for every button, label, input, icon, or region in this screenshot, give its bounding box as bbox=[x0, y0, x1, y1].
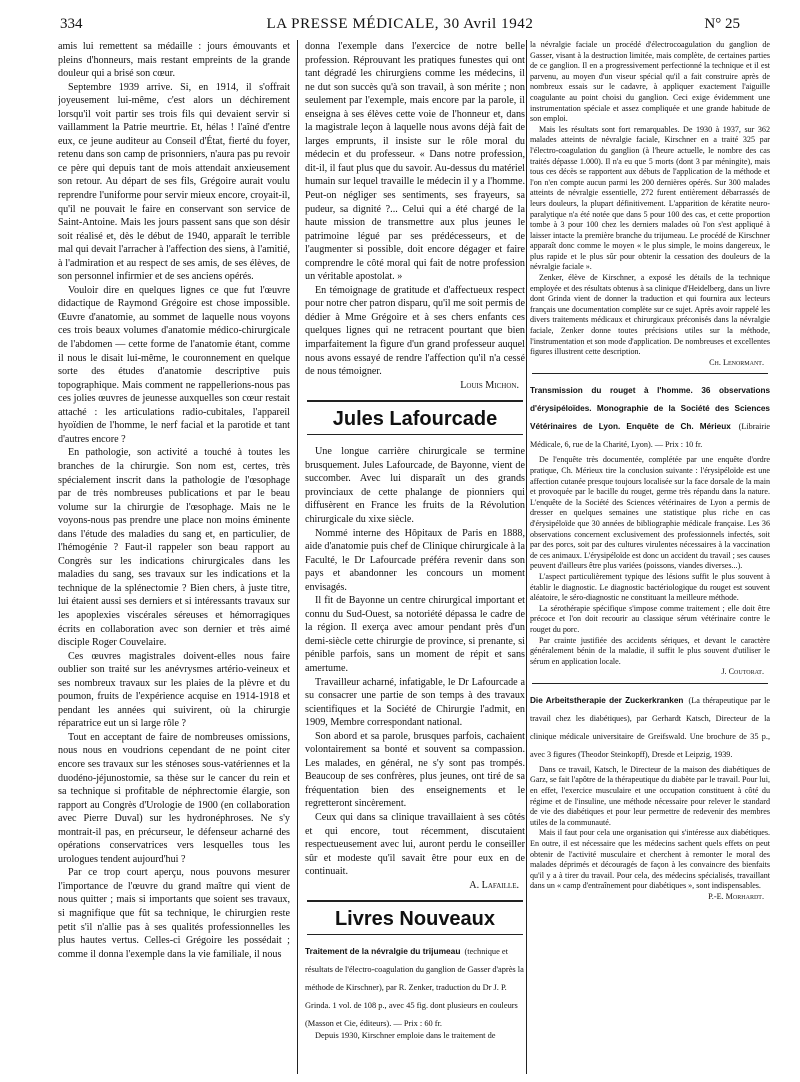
paragraph: Ceux qui dans sa clinique travaillaient à ses côtés et qui encore, tout récemment, discutaient respectueusement avec lui, auront perdu le conseiller sûr et modeste qu'il savait être pour eux en de continuait. bbox=[305, 811, 525, 878]
paragraph: Travailleur acharné, infatigable, le Dr Lafourcade a su consacrer une partie de son temps à des travaux scientifiques et la Société de Chirurgie l'admit, en 1909, Membre correspondant national. bbox=[305, 676, 525, 729]
paragraph: Zenker, élève de Kirschner, a exposé les détails de la technique employée et des résultats obtenus à sa clinique d'Heidelberg, dans un livre dont Grinda vient de donner la traduction et qui fournira aux lecteurs français une documentation complète sur ce sujet. Après avoir rappelé les divers traitements médicaux et chirurgicaux préconisés dans la névralgie faciale, Zenker donne toutes précisions utiles sur la méthode, l'instrumentation et son mode d'application. De nombreuses et excellentes figures illustrent cette description. bbox=[530, 273, 770, 357]
column-divider bbox=[526, 40, 527, 1074]
paragraph: Par ce trop court aperçu, nous pouvons mesurer l'importance de l'œuvre du grand maître qui vient de nous quitter ; mais si importants que soient ses travaux, si magnifique que fût sa technique, le chirurgien reste petit s'il n'allie pas à ses qualités professionnelles les plus hautes vertus. Celles-ci Grégoire les possédait ; comme il donna l'exemple dans la vie familiale, il nous bbox=[58, 867, 290, 960]
journal-title: LA PRESSE MÉDICALE, 30 Avril 1942 bbox=[266, 16, 534, 32]
book-review bbox=[530, 380, 770, 452]
paragraph: Nommé interne des Hôpitaux de Paris en 1888, aide d'anatomie puis chef de Clinique chirurgicale à la Faculté, le Dr Lafourcade préféra revenir dans son pays et abandonner les concours un moment envisagés. bbox=[305, 527, 525, 593]
book-review bbox=[305, 941, 525, 1031]
paragraph: Il fit de Bayonne un centre chirurgical important et connu du Sud-Ouest, sa notoriété dépassa le cadre de la région. Il exerça avec amour pendant près d'un demi-siècle cette chirurgie de province, si prenante, si pénible parfois, sans un moment de répit et sans amertume. bbox=[305, 595, 525, 674]
paragraph: Mais il faut pour cela une organisation qui s'intéresse aux diabétiques. En outre, il est nécessaire que les médecins sachent quels effets on peut obtenir de l'activité musculaire et cherchent à remonter le moral des malades déprimés et découragés de façon à les convaincre des bienfaits qu'il y a à tirer du travail. Pour cela, des médecins spécialisés, travaillant dans un « camp d'entraînement pour diabétiques », sont indispensables. bbox=[530, 828, 770, 891]
column-3 bbox=[530, 40, 770, 1074]
review-info: (technique et résultats de l'électro-coagulation du ganglion de Gasser d'après la méthode de Kirschner), par R. Zenker, traduction du Dr J. P. Grinda. 1 vol. de 108 p., avec 45 fig. dont plusieurs en couleurs (Masson et Cie, éditeurs). — Prix : 60 fr. bbox=[305, 947, 524, 1029]
review-title: Transmission du rouget à l'homme. 36 observations d'érysipéloïdes. Monographie de la Société des Sciences Vétérinaires de Lyon. Enquête de Ch. Mérieux bbox=[530, 386, 770, 432]
author-signature: P.-E. Morhardt. bbox=[708, 892, 764, 901]
author-signature: J. Coutorat. bbox=[721, 667, 764, 677]
author-signature: Ch. Lenormant. bbox=[709, 357, 764, 367]
page-header bbox=[60, 10, 740, 38]
review-info: (Librairie Médicale, 6, rue de la Charité, Lyon). — Prix : 10 fr. bbox=[530, 422, 770, 450]
section-title-livres-nouveaux: Livres Nouveaux bbox=[334, 908, 496, 931]
paragraph: L'aspect particulièrement typique des lésions suffit le plus souvent à établir le diagnostic. Le diagnostic bactériologique du rouget est souvent aléatoire, le séro-diagnostic ne constituant la meilleure méthode. bbox=[530, 571, 770, 603]
author-signature: Louis Michon. bbox=[460, 379, 519, 391]
section-title-lafourcade: Jules Lafourcade bbox=[332, 408, 498, 431]
author-signature: A. Lafaille. bbox=[469, 879, 519, 891]
paragraph: Mais les résultats sont fort remarquables. De 1930 à 1937, sur 362 malades atteints de névralgie faciale, Kirschner en a traité 325 par l'électro-coagulation du ganglion (à l'heure actuelle, le nombre des cas traités dépasse 1.000). Il n'a eu que 5 morts (dont 3 par méningite), mais tous ces décès se rapportent aux débuts de l'application de la méthode et l'on n'en compte aucun parmi les 200 dernières opérés. Sur 300 malades atteints de névralgie essentielle, 272 furent entièrement débarrassés de leurs douleurs, la plupart définitivement. L'apparition de kératite neuro-paralytique n'a été notée que dans 5 pour 100 des cas, et cette proportion tombe à 3 pour 100 chez les derniers malades où l'on s'est appliqué à laisser intacte la première branche du trijumeau. Le procédé de Kirschner apparaît donc comme le moyen « le plus simple, le moins dangereux, le plus rapide et le plus sûr pour obtenir la cessation des douleurs de la névralgie faciale ». bbox=[530, 124, 770, 272]
paragraph: En pathologie, son activité a touché à toutes les branches de la chirurgie. Son nom est, certes, très spécialement inscrit dans la pathologie de l'œsophage par de très nombreuses publications et par le beau volume sur la chirurgie de l'œsophage. Mais ne le voyons-nous pas prendre une place non moins éminente dans l'étude des maladies du sang et, en particulier, de l'hémogénie ? Faut-il rappeler son beau rapport au Congrès sur les indications chirurgicales dans les maladies du sang, ses travaux sur les indications et la technique de la splénectomie ? Bien chers, à juste titre, lui étaient aussi ses derniers et si intéressants travaux sur les apoplexies viscérales séreuses et hémorragiques écrits en collaboration avec son dernier et très aimé disciple Roger Couvelaire. bbox=[58, 447, 290, 649]
paragraph: amis lui remettent sa médaille : jours émouvants et pleins d'honneurs, mais restant empreints de la grande douleur qui a brisé son cœur. bbox=[58, 41, 290, 80]
paragraph: Ces œuvres magistrales doivent-elles nous faire oublier son traité sur les anévrysmes artério-veineux et ses nombreux travaux sur les plaies de la plèvre et du poumon, fruits de l'expérience acquise en 1914-1918 et pendant les années qui suivirent, où la chirurgie réparatrice eut un si large rôle ? bbox=[58, 650, 290, 730]
review-title: Die Arbeitstherapie der Zuckerkranken bbox=[530, 695, 684, 705]
column-1 bbox=[58, 40, 290, 1074]
paragraph: Dans ce travail, Katsch, le Directeur de la maison des diabétiques de Garz, se fait l'apôtre de la thérapeutique du diabète par le travail. Pour lui, en effet, l'exercice musculaire et une occupation constituent à côté du régime et de l'insuline, une méthode nécessaire pour relever le standard de vie des diabétiques et pour leur permettre de redevenir des membres utiles de la communauté. bbox=[530, 764, 770, 827]
review-title: Traitement de la névralgie du trijumeau bbox=[305, 946, 461, 957]
page-number: 334 bbox=[60, 16, 83, 32]
paragraph: Septembre 1939 arrive. Si, en 1914, il s'offrait joyeusement lui-même, c'est alors un déchirement lorsqu'il voit partir ses trois fils qui devaient servir si vaillamment la Patrie meurtrie. Et, hélas ! l'aîné d'entre eux, ce jeune auditeur au Conseil d'État, fierté du foyer, retenu dans son camp de prisonniers, n'aura pas pu revoir ce père qui depuis tant de mois attendait anxieusement son retour. Au départ de ses fils, Grégoire aurait voulu reprendre l'uniforme pour servir mieux encore, croyait-il, qu'il ne pouvait le faire en conservant son service de Saint-Antoine. Mais les jours passent sans que son désir soit réalisé et, dès le début de 1940, apparaît le terrible mal qui devait l'arracher à l'affection des siens, à l'amitié, à l'admiration et au respect de ses amis, de ses élèves, de son personnel infirmier et de ses anciens opérés. bbox=[58, 81, 290, 283]
paragraph: Par crainte justifiée des accidents sériques, et devant le caractère généralement bénin de la maladie, il suffit le plus souvent d'utiliser le sérum en application locale. bbox=[530, 635, 770, 666]
column-divider bbox=[297, 40, 298, 1074]
paragraph: donna l'exemple dans l'exercice de notre belle profession. Réprouvant les pratiques funestes qui ont tant dégradé les chirurgiens comme les médecins, il ne dut son succès qu'à son travail, à son mérite ; non seulement par l'exemple, mais encore par la parole, il enseigna à ses élèves cette voie de l'honneur et, dans la magistrale leçon à laquelle nous avons déjà fait de larges emprunts, il insiste sur le rôle moral du médecin et du professeur. « Dans notre profession, dit-il, il faut plus que du savoir. Au-dessus du matériel humain sur lequel travaille le médecin il y a l'homme. Peut-on négliger ses sentiments, ses frayeurs, sa pudeur, sa dignité ?... Celui qui a été chargé de la haute mission de transmettre aux plus jeunes le patrimoine légué par ses prédécesseurs, et de l'augmenter si possible, doit encore dégager et faire comprendre le côté moral qui fait de notre profession un véritable apostolat. » bbox=[305, 41, 525, 283]
paragraph: Son abord et sa parole, brusques parfois, cachaient volontairement sa bonté et souvent sa compassion. Les malades, en général, ne s'y sont pas trompés. Beaucoup de ses confrères, plus jeunes, ont tiré de sa fréquentation bien des enseignements et le regretteront sincèrement. bbox=[305, 730, 525, 810]
paragraph: De l'enquête très documentée, complétée par une enquête d'ordre pratique, Ch. Mérieux tire la conclusion suivante : l'érysipéloïde est une affection cutanée presque toujours localisée sur la face dorsale de la main et provoquée par le bacille du rouget, germe très répandu dans la nature. L'enquête de la Société des Sciences vétérinaires de Lyon a permis de dresser en quelques semaines une statistique plus riche en cas d'érysipéloïde que 30 années de bibliographie médicale française. Les 36 observations concernent exclusivement des professionnels infectés, soit par des porcs, soit par des cultures virulentes nécessaires à la vaccination de ces animaux. L'érysipéloïde est donc un accident du travail ; ses causes peuvent d'ailleurs être plus variées (poissons, viandes diverses...). bbox=[530, 455, 770, 571]
paragraph: Une longue carrière chirurgicale se termine brusquement. Jules Lafourcade, de Bayonne, vient de succomber. Avec lui disparaît un des grands provinciaux de cette phalange de pionniers qui diffusèrent en France les fruits de la Révolution chirurgicale du xixe siècle. bbox=[305, 446, 525, 525]
issue-number: N° 25 bbox=[704, 16, 740, 32]
column-2 bbox=[305, 40, 525, 1074]
paragraph: En témoignage de gratitude et d'affectueux respect pour notre cher patron disparu, qu'il me soit permis de dédier à Mme Grégoire et à ses chers enfants ces quelques lignes qui ne retracent pourtant que bien imparfaitement la figure d'un grand professeur auquel nous avons essayé de rendre l'affection qu'il n'a cessé de nous témoigner. bbox=[305, 284, 525, 378]
review-info: (La thérapeutique par le travail chez les diabétiques), par Gerhardt Katsch, Directeur de la clinique médicale universitaire de Greifswald. Une brochure de 35 p., avec 3 figures (Theodor Steinkopff), Dresde et Leipzig, 1939. bbox=[530, 695, 770, 759]
paragraph: Depuis 1930, Kirschner emploie dans le traitement de bbox=[315, 1031, 496, 1041]
paragraph: Tout en acceptant de faire de nombreuses omissions, nous nous en voudrions cependant de ne point citer encore ses travaux sur les sténoses sous-vatériennes et la duodéno-jéjunostomie, sa thèse sur le cancer du rein et sa technique si profitable de néphrectomie élargie, son rapport au Congrès d'Urologie de 1900 (en collaboration avec Pierre Duval) sur les hydronéphroses. Ne s'y montrait-il pas, en précurseur, le défenseur acharné des opérations conservatrices vers lesquelles tous les urologues tendent aujourd'hui ? bbox=[58, 731, 290, 865]
paragraph: La sérothérapie spécifique s'impose comme traitement ; elle doit être précoce et l'on doit recourir au classique sérum vétérinaire contre le rouget du porc. bbox=[530, 603, 770, 634]
paragraph: Vouloir dire en quelques lignes ce que fut l'œuvre didactique de Raymond Grégoire est chose impossible. Œuvre d'anatomie, au sommet de laquelle nous voyons ces trois beaux volumes d'anatomie médico-chirurgicale de l'abdomen — cette forme de l'anatomie étant, comme il nous le disait lui-même, le couronnement en quelque sorte des études d'anatomie descriptive puis topographique. Mais comment ne rappellerions-nous pas ces jolies œuvres de jeunesse auxquelles son cœur restait attaché : les articulations radio-cubitales, l'appareil hyoïdien de l'homme, le nerf facial et la parotide et tant d'autres encore ? bbox=[58, 284, 290, 445]
book-review bbox=[530, 690, 770, 762]
paragraph: la névralgie faciale un procédé d'électrocoagulation du ganglion de Gasser, visant à la destruction limitée, mais complète, de certaines parties de ce ganglion. Il en a progressivement perfectionné la technique et il est parvenu, au moyen d'un viseur spécial qu'il a fait construire après de nombreux essais sur le cadavre, à appliquer exactement l'aiguille coagulante au point choisi du ganglion. Ceci exige évidemment une instrumentation spéciale et assez compliquée et une grande habitude de son emploi. bbox=[530, 40, 770, 124]
